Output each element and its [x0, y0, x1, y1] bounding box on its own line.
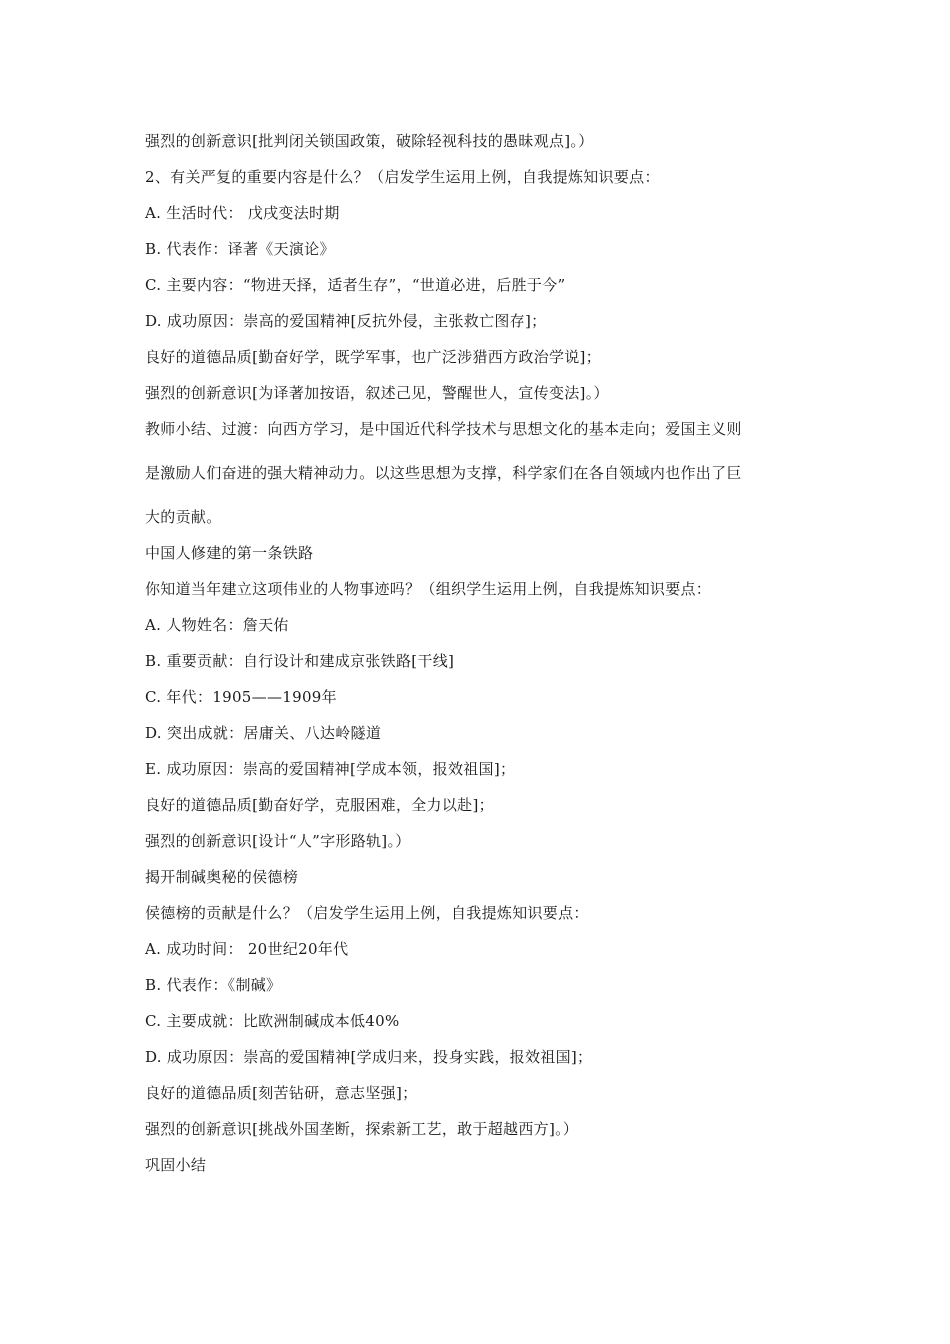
text-line: 良好的道德品质[勤奋好学，既学军事，也广泛涉猎西方政治学说]；: [145, 348, 602, 366]
text-line: 2、有关严复的重要内容是什么？（启发学生运用上例，自我提炼知识要点：: [145, 168, 660, 186]
section-heading: 中国人修建的第一条铁路: [145, 544, 314, 562]
text-line: 强烈的创新意识[设计“人”字形路轨]。）: [145, 832, 411, 850]
section-heading: 巩固小结: [145, 1156, 207, 1174]
document-body: [145, 123, 815, 1183]
text-line: E. 成功原因：崇高的爱国精神[学成本领，报效祖国]；: [145, 760, 516, 778]
text-line: D. 成功原因：崇高的爱国精神[反抗外侵，主张救亡图存]；: [145, 312, 547, 330]
text-line: 是激励人们奋进的强大精神动力。以这些思想为支撑，科学家们在各自领域内也作出了巨: [145, 464, 742, 482]
text-line: 强烈的创新意识[为译著加按语，叙述己见，警醒世人，宣传变法]。）: [145, 384, 609, 402]
text-line: B. 代表作：《制碱》: [145, 976, 282, 994]
text-line: 良好的道德品质[刻苦钻研，意志坚强]；: [145, 1084, 418, 1102]
section-heading: 揭开制碱奥秘的侯德榜: [145, 868, 299, 886]
text-line: C. 主要内容：“物进天择，适者生存”，“世道必进，后胜于今”: [145, 276, 566, 294]
text-line: 教师小结、过渡：向西方学习，是中国近代科学技术与思想文化的基本走向；爱国主义则: [145, 420, 742, 438]
text-line: C. 年代：1905——1909年: [145, 688, 337, 706]
text-line: 侯德榜的贡献是什么？（启发学生运用上例，自我提炼知识要点：: [145, 904, 589, 922]
text-line: D. 成功原因：崇高的爱国精神[学成归来，投身实践，报效祖国]；: [145, 1048, 593, 1066]
text-line: 你知道当年建立这项伟业的人物事迹吗？（组织学生运用上例，自我提炼知识要点：: [145, 580, 712, 598]
text-line: 强烈的创新意识[批判闭关锁国政策，破除轻视科技的愚昧观点]。）: [145, 132, 594, 150]
text-line: A. 人物姓名：詹天佑: [145, 616, 289, 634]
text-line: A. 成功时间： 20世纪20年代: [145, 940, 349, 958]
text-line: B. 代表作：译著《天演论》: [145, 240, 335, 258]
text-line: 良好的道德品质[勤奋好学，克服困难，全力以赴]；: [145, 796, 494, 814]
text-line: D. 突出成就：居庸关、八达岭隧道: [145, 724, 382, 742]
text-line: 强烈的创新意识[挑战外国垄断，探索新工艺，敢于超越西方]。）: [145, 1120, 579, 1138]
text-line: B. 重要贡献：自行设计和建成京张铁路[干线]: [145, 652, 455, 670]
text-line: 大的贡献。: [145, 508, 222, 526]
text-line: A. 生活时代： 戊戌变法时期: [145, 204, 340, 222]
text-line: C. 主要成就：比欧洲制碱成本低40%: [145, 1012, 400, 1030]
